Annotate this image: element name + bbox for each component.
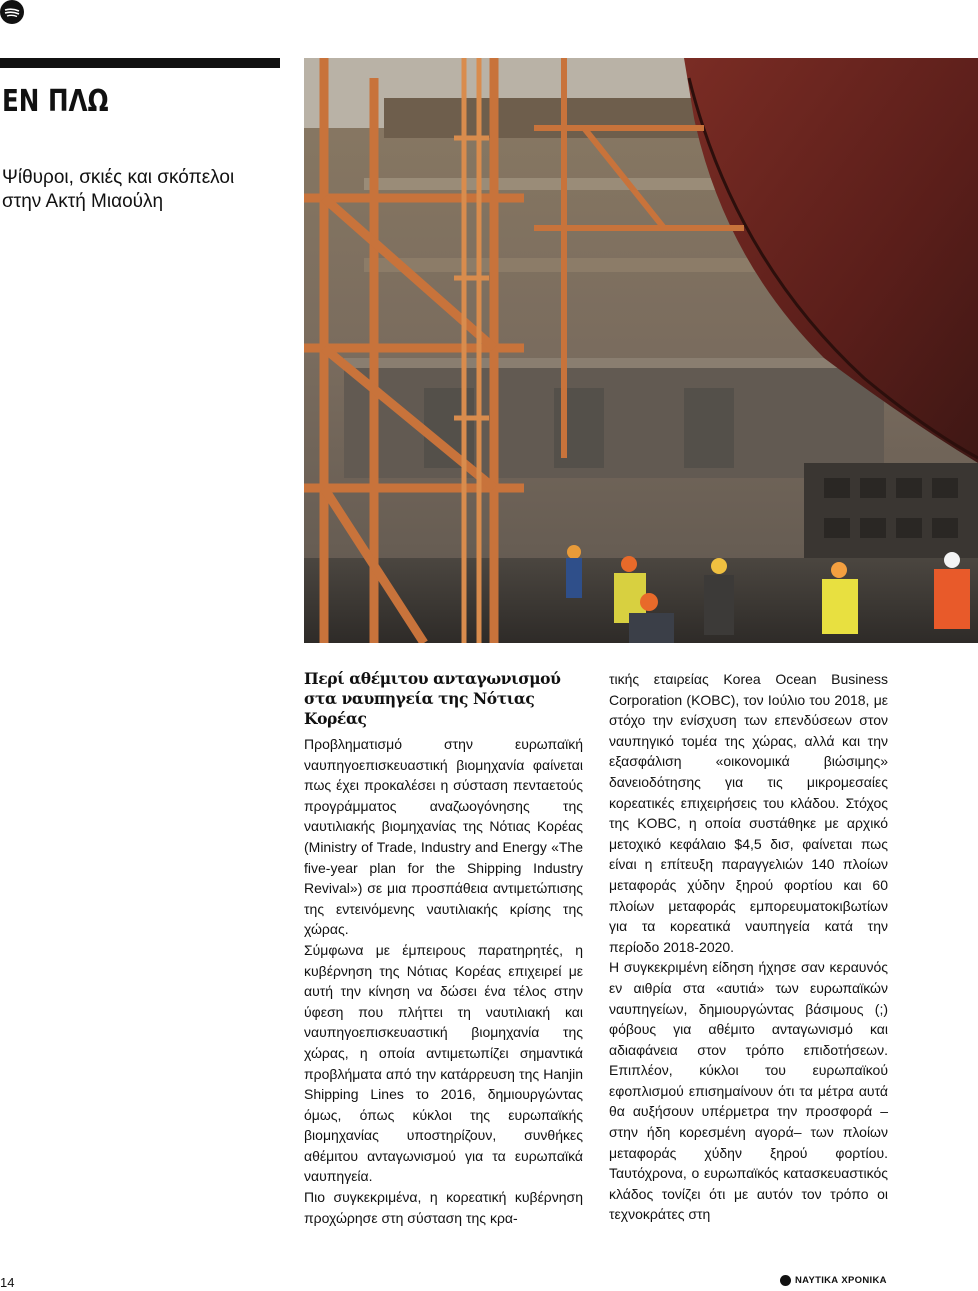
article-column-1 [304, 734, 583, 1228]
article-paragraph: Πιο συγκεκριμένα, η κορεατική κυβέρνηση προχώρησε στη σύσταση της κρα- [304, 1189, 583, 1226]
shipyard-photo [304, 58, 978, 643]
footer-brand [780, 1275, 887, 1286]
brand-logo-icon [780, 1275, 791, 1286]
article-paragraph: τικής εταιρείας Korea Ocean Business Corporation (KOBC), τον Ιούλιο του 2018, με στόχο την ενίσχυση των επενδύσεων στον ναυπηγικό τομέα της χώρας, αλλά και την εξασφάλιση «οικονομικά βιώσιμης» δανειοδότησης για τις μικρομεσαίες κορεατικές επιχειρήσεις του κλάδου. Στόχος της KOBC, η οποία συστάθηκε με αρχικό μετοχικό κεφάλαιο $4,5 δισ, φαίνεται πως είναι η επίτευξη παραγγελιών 140 πλοίων μεταφοράς χύδην ξηρού φορτίου και 60 πλοίων μεταφοράς εμπορευματοκιβωτίων για τα κορεατικά ναυπηγεία κατά την περίοδο 2018-2020. [609, 671, 888, 955]
section-rule [0, 58, 280, 68]
brand-name: ΝΑΥΤΙΚΑ ΧΡΟΝΙΚΑ [795, 1275, 887, 1286]
article-paragraph: Η συγκεκριμένη είδηση ήχησε σαν κεραυνός εν αιθρία στα «αυτιά» των ευρωπαϊκών ναυπηγείων, δημιουργώντας βάσιμους (;) φόβους για αθέμιτο ανταγωνισμό και αδιαφάνεια στον τρόπο επιδοτήσεων. Επιπλέον, κύκλοι του ευρωπαϊκού εφοπλισμού επισημαίνουν ότι τα μέτρα αυτά θα αυξήσουν υπέρμετρα την προσφορά –στην ήδη κορεσμένη αγορά– των πλοίων μεταφοράς χύδην ξηρού φορτίου. Ταυτόχρονα, ο ευρωπαϊκός κατασκευαστικός κλάδος τονίζει ότι με αυτόν τον τρόπο οι τεχνοκράτες στη [609, 959, 888, 1223]
section-kicker: Ψίθυροι, σκιές και σκόπελοι στην Ακτή Μιαούλη [2, 167, 235, 212]
magazine-logo-icon [0, 0, 24, 24]
article-headline: Περί αθέμιτου ανταγωνισμού στα ναυπηγεία της Νότιας Κορέας [304, 669, 561, 728]
page-number: 14 [0, 1275, 15, 1290]
article-paragraph: Προβληματισμό στην ευρωπαϊκή ναυπηγοεπισκευαστική βιομηχανία φαίνεται πως έχει προκαλέσει η σύσταση πενταετούς προγράμματος αναζωογόνησης της ναυτιλιακής βιομηχανίας της Νότιας Κορέας (Ministry of Trade, Industry and Energy «The five-year plan for the Shipping Industry Revival») σε μια προσπάθεια αντιμετώπισης της εντεινόμενης ναυτιλιακής κρίσης της χώρας. [304, 736, 583, 938]
article-paragraph: Σύμφωνα με έμπειρους παρατηρητές, η κυβέρνηση της Νότιας Κορέας επιχειρεί με αυτή την κίνηση να δώσει ένα τέλος στην ύφεση που πλήττει τη ναυτιλιακή και ναυπηγοεπισκευαστική βιομηχανία της χώρας, η οποία αντιμετωπίζει σημαντικά προβλήματα από την κατάρρευση της Hanjin Shipping Lines το 2016, δημιουργώντας όμως, όπως κύκλοι της ευρωπαϊκής βιομηχανίας υποστηρίζουν, συνθήκες αθέμιτου ανταγωνισμού για τα ευρωπαϊκά ναυπηγεία. [304, 941, 583, 1185]
article-column-2 [609, 669, 888, 1225]
section-title: ΕΝ ΠΛΩ [2, 84, 109, 119]
